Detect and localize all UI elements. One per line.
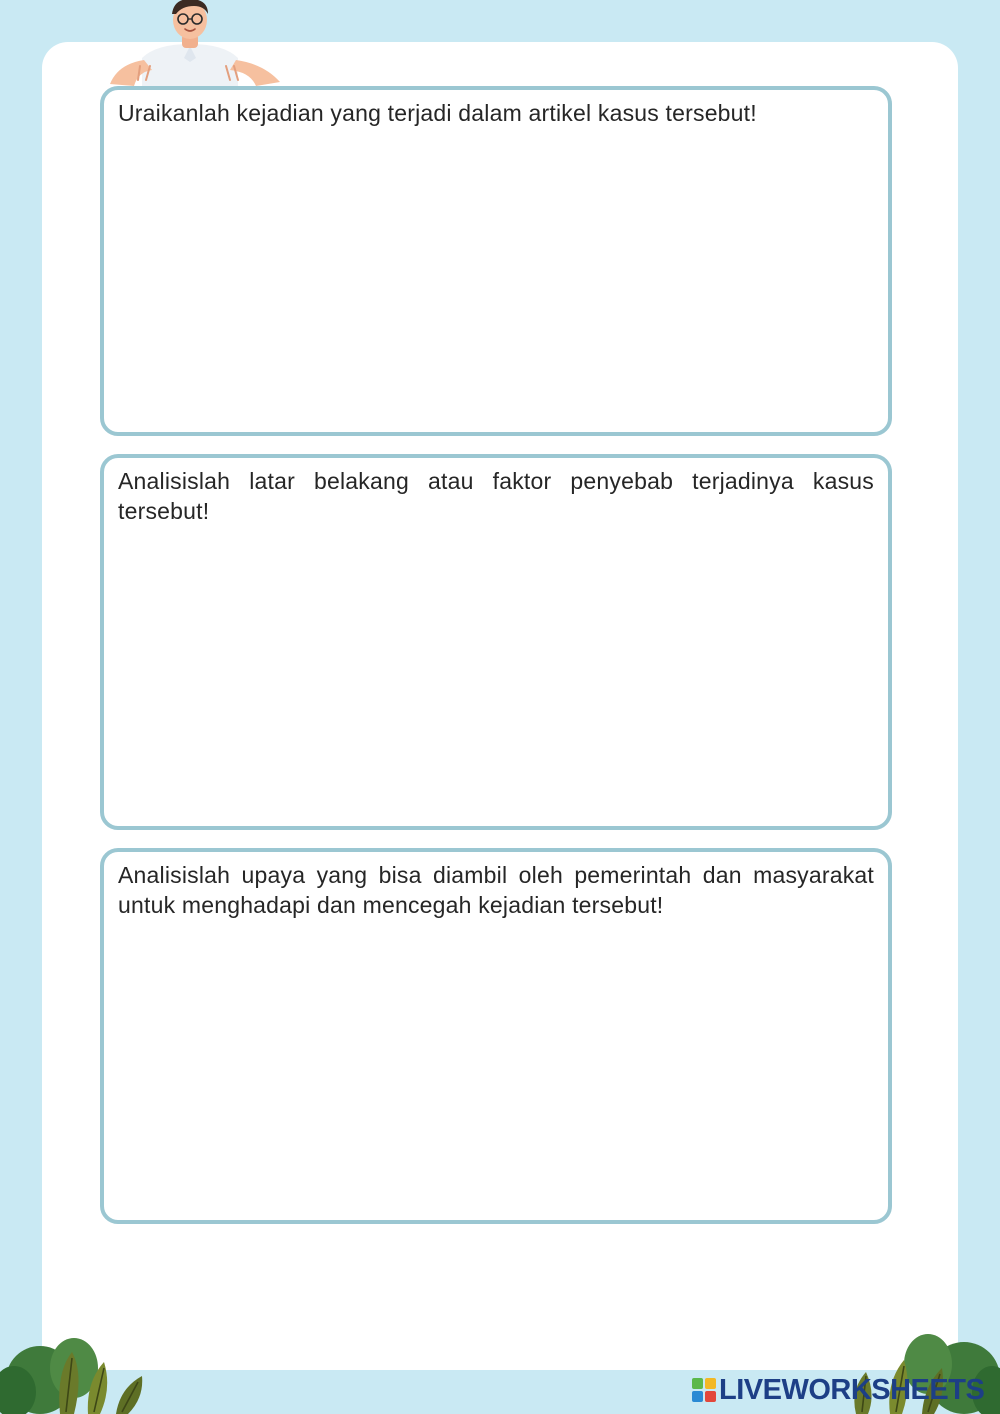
liveworksheets-brand [692, 1374, 984, 1406]
brand-name: LIVEWORKSHEETS [719, 1374, 985, 1406]
question-2-text: Analisislah latar belakang atau faktor penyebab terjadinya kasus tersebut! [118, 468, 874, 524]
question-box-3 [100, 848, 892, 1224]
answer-field-3[interactable] [118, 932, 874, 1206]
question-box-1 [100, 86, 892, 436]
question-1-text: Uraikanlah kejadian yang terjadi dalam artikel kasus tersebut! [118, 100, 757, 126]
question-3-text: Analisislah upaya yang bisa diambil oleh pemerintah dan masyarakat untuk menghadapi dan mencegah kejadian tersebut! [118, 862, 874, 918]
teacher-illustration [104, 0, 284, 88]
plant-illustration-left [0, 1322, 160, 1414]
question-box-2 [100, 454, 892, 830]
answer-field-1[interactable] [118, 140, 874, 418]
answer-field-2[interactable] [118, 538, 874, 812]
liveworksheets-logo-icon [692, 1378, 716, 1402]
